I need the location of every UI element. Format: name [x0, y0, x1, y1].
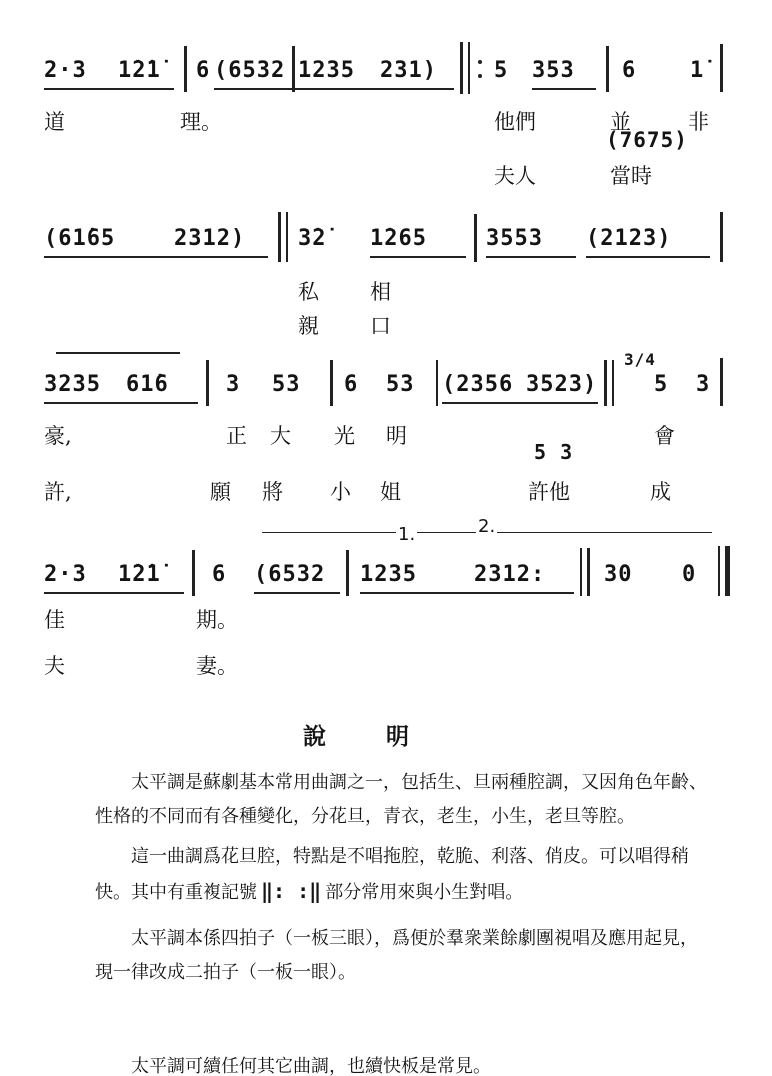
- barline: [580, 548, 582, 596]
- barline: [718, 546, 720, 596]
- note-group: 1235: [360, 562, 417, 587]
- barline: [604, 360, 607, 406]
- note-group: (61̇65: [44, 226, 116, 251]
- lyric: 當時: [610, 164, 652, 188]
- beam-line: [214, 88, 454, 90]
- note-group: 1̇2̇1̇: [118, 562, 161, 587]
- note-group: 3235: [44, 372, 101, 397]
- lyric: 小: [330, 480, 351, 504]
- barline: [292, 46, 295, 92]
- note-group: 0: [682, 562, 697, 587]
- paragraph-text: 部分常用來與小生對唱。: [325, 882, 524, 903]
- beam-line: [532, 88, 596, 90]
- note-group: 5: [654, 372, 669, 397]
- time-signature: 3/4: [624, 350, 656, 369]
- beam-line: [586, 256, 710, 258]
- lyric: 將: [262, 480, 283, 504]
- note-group: 2·3: [44, 562, 87, 587]
- lyric: 相: [370, 280, 391, 304]
- barline: [720, 44, 723, 92]
- barline: [286, 212, 288, 262]
- barline: [436, 360, 438, 406]
- volta-2-label: 2.: [478, 516, 496, 537]
- lyric: 他們: [494, 110, 536, 134]
- note-group: 53: [386, 372, 415, 397]
- note-group: (6532: [254, 562, 326, 587]
- lyric: 明: [386, 424, 407, 448]
- barline: [612, 360, 614, 406]
- paragraph: [95, 840, 715, 910]
- note-group: 1̇265: [370, 226, 427, 251]
- lyric: 姐: [380, 480, 401, 504]
- paragraph: 太平調是蘇劇基本常用曲調之一，包括生、旦兩種腔調，又因角色年齡、性格的不同而有各種變化，分花旦，青衣，老生，小生，老旦等腔。: [95, 772, 707, 827]
- notes-body: [95, 766, 715, 990]
- beam-line: [44, 88, 174, 90]
- note-group: (2123): [586, 226, 672, 251]
- lyric: 佳: [44, 608, 65, 632]
- beam-line: [486, 256, 576, 258]
- note-group: 3: [226, 372, 241, 397]
- lyric: 光: [334, 424, 355, 448]
- lyric: 口: [370, 314, 391, 338]
- final-barline: [725, 546, 730, 596]
- lyric: 期。: [196, 608, 238, 632]
- barline: [192, 550, 195, 596]
- paragraph-cutoff: 太平調可續任何其它曲調，也續快板是常見。: [131, 1056, 491, 1076]
- paren-notes: (7675): [606, 128, 688, 152]
- barline: [330, 360, 333, 406]
- lyric: 道: [44, 110, 65, 134]
- lyric: 私: [298, 280, 319, 304]
- barline: [606, 46, 609, 92]
- note-group: 6: [212, 562, 227, 587]
- lyric: 妻。: [196, 654, 238, 678]
- note-group: 6: [196, 58, 211, 83]
- note-group: 2312:: [474, 562, 546, 587]
- lyric: 願: [210, 480, 231, 504]
- small-notes: 5 3: [534, 440, 574, 464]
- note-group: 1235: [298, 58, 355, 83]
- lyric: 正: [226, 424, 247, 448]
- lyric: 許,: [44, 480, 72, 504]
- barline: [720, 358, 723, 406]
- note-group: (6532: [214, 58, 286, 83]
- note-group: 3553: [486, 226, 543, 251]
- note-group: 5: [494, 58, 509, 83]
- note-group: 3: [696, 372, 711, 397]
- barline: [346, 550, 349, 596]
- lyric: 非: [688, 110, 709, 134]
- barline: [184, 46, 187, 92]
- barline: [474, 214, 477, 262]
- slur-line: [56, 352, 180, 354]
- beam-line: [254, 592, 340, 594]
- note-group: 6: [622, 58, 637, 83]
- note-group: (2356: [442, 372, 514, 397]
- barline: [460, 42, 463, 94]
- barline: [587, 548, 590, 596]
- beam-line: [44, 592, 184, 594]
- note-group: 2·3: [44, 58, 87, 83]
- beam-line: [44, 256, 268, 258]
- lyric: 會: [654, 424, 675, 448]
- lyric: 並: [610, 110, 631, 134]
- lyric: 夫: [44, 654, 65, 678]
- note-group: 1̇2̇1̇: [118, 58, 161, 83]
- lyric: 大: [270, 424, 291, 448]
- note-group: 3̇2̇: [298, 226, 327, 251]
- barline: [206, 360, 209, 406]
- beam-line: [44, 402, 198, 404]
- lyric: 夫人: [494, 164, 536, 188]
- lyric: 成: [650, 480, 671, 504]
- volta-1-label: 1.: [398, 524, 416, 545]
- lyric: 許他: [528, 480, 570, 504]
- paragraph: 太平調本係四拍子（一板三眼），爲便於羣衆業餘劇團視唱及應用起見，現一律改成二拍子（一板一眼）。: [95, 928, 698, 983]
- note-group: 2312): [174, 226, 246, 251]
- barline: [720, 212, 723, 262]
- note-group: 61̇6: [126, 372, 169, 397]
- note-group: 1̇: [690, 58, 705, 83]
- lyric: 豪,: [44, 424, 72, 448]
- paragraph-text: 這一曲調爲花旦腔，特點是不唱拖腔，乾脆、利落、俏皮。可以唱得稍快。其中有重複記號: [95, 846, 689, 903]
- lyric: 理。: [180, 110, 222, 134]
- note-group: 353: [532, 58, 575, 83]
- beam-line: [442, 402, 598, 404]
- repeat-dot: [478, 74, 482, 78]
- note-group: 3523): [526, 372, 598, 397]
- repeat-sign: ‖: :‖: [261, 879, 322, 903]
- note-group: 6: [344, 372, 359, 397]
- barline: [278, 212, 281, 262]
- note-group: 30: [604, 562, 633, 587]
- lyric: 親: [298, 314, 319, 338]
- section-heading: 說明: [303, 723, 469, 750]
- beam-line: [360, 592, 574, 594]
- beam-line: [370, 256, 466, 258]
- note-group: 231): [380, 58, 437, 83]
- barline: [468, 42, 470, 94]
- note-group: 53: [272, 372, 301, 397]
- repeat-dot: [478, 60, 482, 64]
